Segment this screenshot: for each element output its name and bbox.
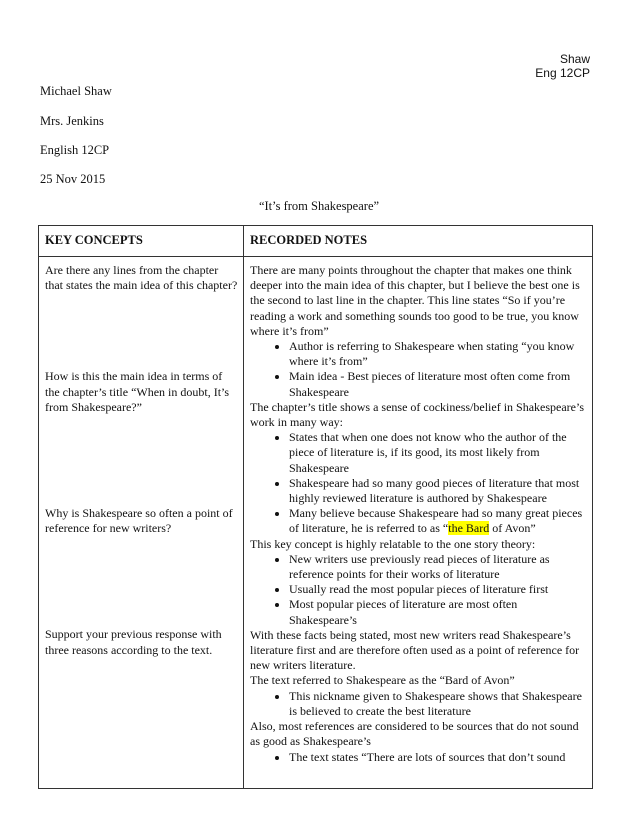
list-item: • Usually read the most popular pieces of literature first	[289, 582, 587, 597]
table-row	[39, 257, 593, 789]
teacher-name: Mrs. Jenkins	[40, 114, 104, 128]
student-name: Michael Shaw	[40, 84, 112, 98]
list-item: • Main idea - Best pieces of literature most often come from Shakespeare	[289, 369, 587, 399]
list-item: • Shakespeare had so many good pieces of literature that most highly reviewed literature is authored by Shakespeare	[289, 476, 587, 506]
notes-table	[38, 225, 593, 789]
bullet-list	[250, 339, 587, 400]
recorded-notes-header: RECORDED NOTES	[244, 226, 593, 257]
note-paragraph: There are many points throughout the chapter that makes one think deeper into the main idea of this chapter, but I believe the best one is the second to last line in the chapter. This line states “So if you’re reading a work and something sounds too good to be true, you know where it’s from”	[250, 263, 580, 338]
bullet-list	[250, 552, 587, 628]
header-name: Shaw	[559, 52, 590, 66]
class-name: English 12CP	[40, 143, 110, 157]
recorded-notes-cell	[244, 257, 593, 789]
list-item: • The text states “There are lots of sources that don’t sound	[289, 750, 587, 765]
concept-4: Support your previous response with three reasons according to the text.	[45, 627, 222, 657]
list-item: • States that when one does not know who the author of the piece of literature is, if its good, its most likely from Shakespeare	[289, 430, 587, 476]
bullet-list	[250, 750, 587, 765]
concept-1: Are there any lines from the chapter that states the main idea of this chapter?	[45, 263, 238, 293]
running-header	[535, 52, 590, 80]
bullet-list	[250, 689, 587, 719]
list-item	[289, 506, 587, 536]
concept-3: Why is Shakespeare so often a point of reference for new writers?	[45, 506, 233, 536]
note-paragraph: The chapter’s title shows a sense of cockiness/belief in Shakespeare’s work in many way:	[250, 399, 585, 430]
note-paragraph: The text referred to Shakespeare as the “Bard of Avon”	[250, 673, 515, 688]
highlighted-text: the Bard	[448, 521, 490, 536]
list-item-text: of Avon”	[489, 521, 536, 536]
header-course: Eng 12CP	[535, 66, 590, 80]
note-paragraph: Also, most references are considered to be sources that do not sound as good as Shakespeare’s	[250, 719, 579, 749]
concept-2: How is this the main idea in terms of the chapter’s title “When in doubt, It’s from Shakespeare?”	[45, 369, 230, 414]
list-item: • Most popular pieces of literature are most often Shakespeare’s	[289, 597, 587, 627]
table-header-row	[39, 226, 593, 257]
list-item: • Author is referring to Shakespeare when stating “you know where it’s from”	[289, 339, 587, 369]
list-item: • New writers use previously read pieces of literature as reference points for their works of literature	[289, 552, 587, 582]
list-item: • This nickname given to Shakespeare shows that Shakespeare is believed to create the best literature	[289, 689, 587, 719]
note-paragraph: This key concept is highly relatable to the one story theory:	[250, 536, 536, 551]
key-concepts-cell	[39, 257, 244, 789]
key-concepts-header: KEY CONCEPTS	[39, 226, 244, 257]
date: 25 Nov 2015	[40, 172, 106, 186]
note-paragraph: With these facts being stated, most new writers read Shakespeare’s literature first and are therefore often used as a point of reference for new writers literature.	[250, 627, 580, 673]
bullet-list	[250, 430, 587, 536]
document-title: “It’s from Shakespeare”	[258, 199, 380, 213]
list-item-text: Many believe because Shakespeare had so many great pieces of literature, he is referred to as “	[289, 506, 583, 536]
